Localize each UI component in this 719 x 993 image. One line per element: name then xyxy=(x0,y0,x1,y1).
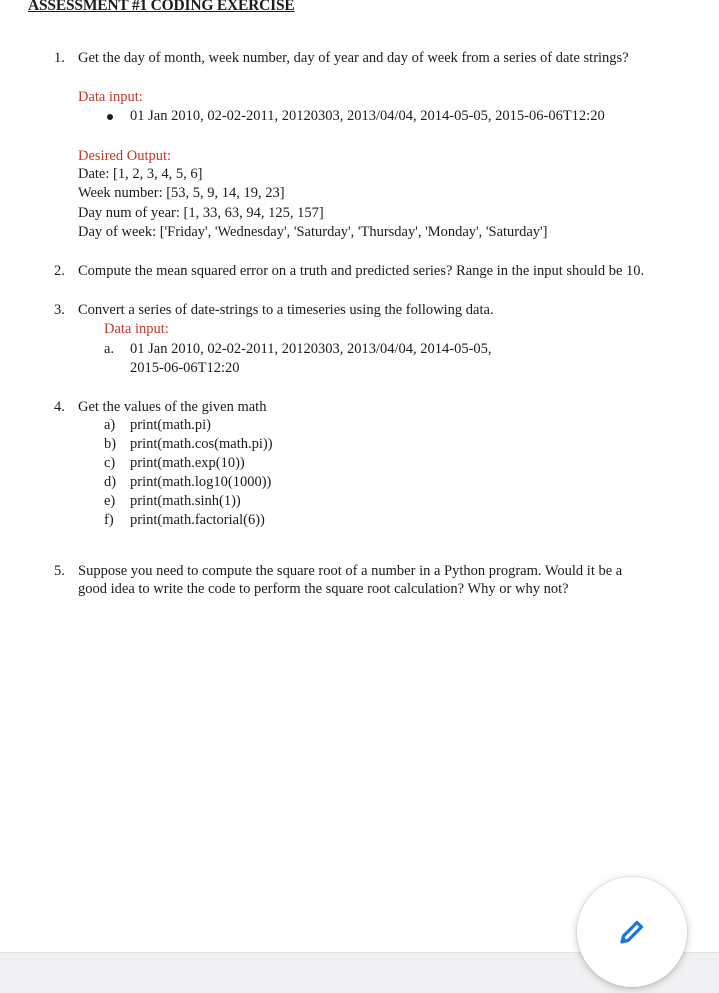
q5-text-line1: Suppose you need to compute the square root of a number in a Python program. Would it be a xyxy=(78,563,623,579)
q3-number: 3. xyxy=(54,302,65,318)
q1-number: 1. xyxy=(54,50,65,66)
q4-number: 4. xyxy=(54,399,65,415)
q2-number: 2. xyxy=(54,263,65,279)
q1-data-input-label: Data input: xyxy=(78,89,143,105)
q3-text: Convert a series of date-strings to a timeseries using the following data. xyxy=(78,302,494,318)
edit-fab-button[interactable] xyxy=(577,877,687,987)
q3-item-line2: 2015-06-06T12:20 xyxy=(130,360,240,376)
q4-item-text: print(math.pi) xyxy=(130,417,211,433)
q4-item-label: c) xyxy=(104,455,116,471)
document-title: ASSESSMENT #1 CODING EXERCISE xyxy=(28,0,295,14)
q4-text: Get the values of the given math xyxy=(78,399,267,415)
q1-output-dayofweek: Day of week: ['Friday', 'Wednesday', 'Saturday', 'Thursday', 'Monday', 'Saturday'] xyxy=(78,224,548,240)
q4-item-text: print(math.sinh(1)) xyxy=(130,493,241,509)
q4-item-label: f) xyxy=(104,512,114,528)
q1-output-week: Week number: [53, 5, 9, 14, 19, 23] xyxy=(78,185,285,201)
pencil-icon xyxy=(618,918,646,946)
q5-text-line2: good idea to write the code to perform the square root calculation? Why or why not? xyxy=(78,581,569,597)
q4-item-text: print(math.log10(1000)) xyxy=(130,474,272,490)
q1-output-date: Date: [1, 2, 3, 4, 5, 6] xyxy=(78,166,203,182)
q1-text: Get the day of month, week number, day of year and day of week from a series of date strings? xyxy=(78,50,629,66)
q2-text: Compute the mean squared error on a truth and predicted series? Range in the input should be 10. xyxy=(78,263,645,279)
q1-data-input: 01 Jan 2010, 02-02-2011, 20120303, 2013/04/04, 2014-05-05, 2015-06-06T12:20 xyxy=(130,108,605,124)
bullet-icon xyxy=(107,114,113,120)
q4-item-label: a) xyxy=(104,417,116,433)
q4-item-label: d) xyxy=(104,474,117,490)
q5-number: 5. xyxy=(54,563,65,579)
q3-item-label: a. xyxy=(104,341,115,357)
q4-item-text: print(math.factorial(6)) xyxy=(130,512,265,528)
q4-item-text: print(math.cos(math.pi)) xyxy=(130,436,273,452)
q4-item-text: print(math.exp(10)) xyxy=(130,455,245,471)
q4-item-label: b) xyxy=(104,436,117,452)
q1-output-daynum: Day num of year: [1, 33, 63, 94, 125, 157] xyxy=(78,205,324,221)
q3-item-line1: 01 Jan 2010, 02-02-2011, 20120303, 2013/04/04, 2014-05-05, xyxy=(130,341,492,357)
q3-data-input-label: Data input: xyxy=(104,321,169,337)
q1-desired-output-label: Desired Output: xyxy=(78,148,172,164)
q4-item-label: e) xyxy=(104,493,116,509)
